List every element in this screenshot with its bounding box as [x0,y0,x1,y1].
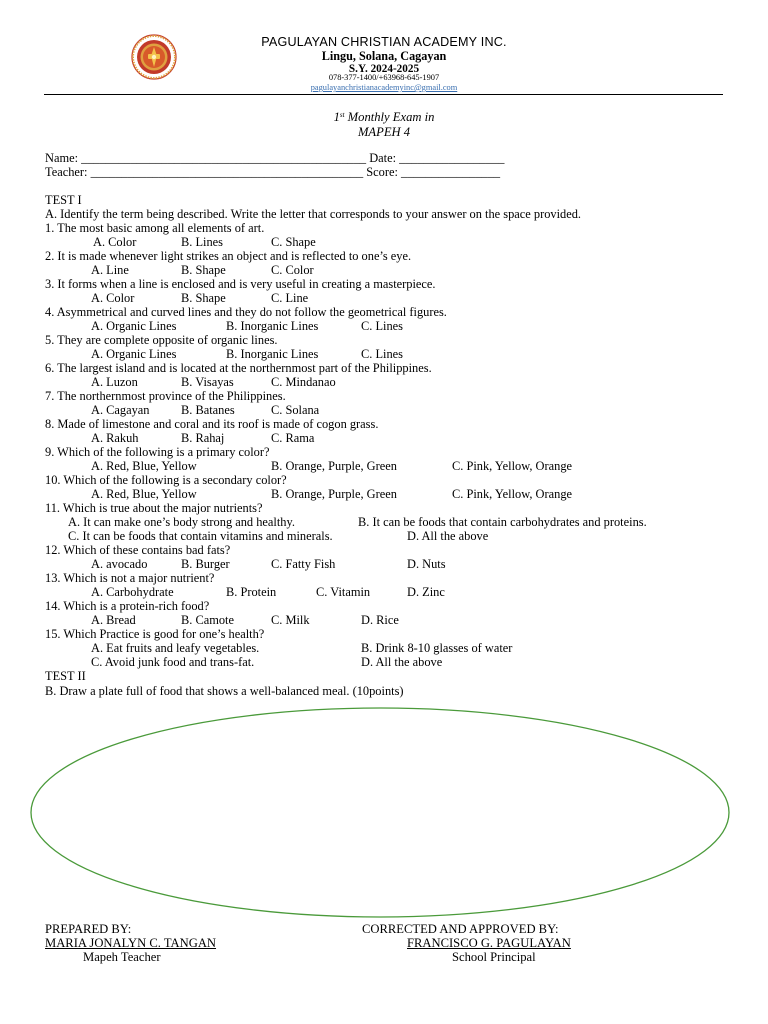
option-1c: C. Shape [271,235,316,249]
question-1: 1. The most basic among all elements of art. [45,221,265,235]
option-11b: B. It can be foods that contain carbohydrates and proteins. [358,515,647,529]
question-4: 4. Asymmetrical and curved lines and they do not follow the geometrical figures. [45,305,447,319]
test1-heading: TEST I [45,193,82,207]
option-3b: B. Shape [181,291,226,305]
option-4c: C. Lines [361,319,403,333]
option-9c: C. Pink, Yellow, Orange [452,459,573,473]
option-8a: A. Rakuh [91,431,139,445]
option-10b: B. Orange, Purple, Green [271,487,397,501]
question-2: 2. It is made whenever light strikes an object and is reflected to one’s eye. [45,249,412,263]
option-2c: C. Color [271,263,314,277]
option-12b: B. Burger [181,557,230,571]
option-6b: B. Visayas [181,375,234,389]
option-14c: C. Milk [271,613,310,627]
school-email-link[interactable]: pagulayanchristianacademyinc@gmail.com [310,83,458,92]
option-2b: B. Shape [181,263,226,277]
option-9b: B. Orange, Purple, Green [271,459,397,473]
option-13b: B. Protein [226,585,277,599]
option-14d: D. Rice [361,613,399,627]
option-12d: D. Nuts [407,557,446,571]
school-year: S.Y. 2024-2025 [348,63,420,75]
option-11a: A. It can make one’s body strong and healthy. [68,515,295,529]
option-8b: B. Rahaj [181,431,225,445]
school-name: PAGULAYAN CHRISTIAN ACADEMY INC. [261,35,507,49]
question-12: 12. Which of these contains bad fats? [45,543,231,557]
plate-drawing-area[interactable] [30,707,730,918]
option-1a: A. Color [93,235,137,249]
question-15: 15. Which Practice is good for one’s health? [45,627,265,641]
option-9a: A. Red, Blue, Yellow [91,459,197,473]
option-10a: A. Red, Blue, Yellow [91,487,197,501]
approved-by-label: CORRECTED AND APPROVED BY: [362,922,559,936]
prepared-by-label: PREPARED BY: [45,922,132,936]
option-11c: C. It can be foods that contain vitamins and minerals. [68,529,333,543]
option-1b: B. Lines [181,235,223,249]
question-6: 6. The largest island and is located at the northernmost part of the Philippines. [45,361,432,375]
school-address: Lingu, Solana, Cagayan [321,49,447,63]
option-5c: C. Lines [361,347,403,361]
exam-subject: MAPEH 4 [357,125,411,139]
header-divider [44,94,723,95]
teacher-score-line: Teacher: ____________________________________________ Score: ________________ [45,165,501,179]
option-6c: C. Mindanao [271,375,336,389]
option-12c: C. Fatty Fish [271,557,336,571]
option-13c: C. Vitamin [316,585,371,599]
option-5a: A. Organic Lines [91,347,177,361]
approved-by-name: FRANCISCO G. PAGULAYAN [407,936,571,950]
option-12a: A. avocado [91,557,148,571]
option-13a: A. Carbohydrate [91,585,174,599]
option-7b: B. Batanes [181,403,235,417]
option-2a: A. Line [91,263,129,277]
option-14b: B. Camote [181,613,234,627]
exam-ordinal-suffix: st [339,111,345,119]
question-10: 10. Which of the following is a secondary color? [45,473,287,487]
option-7c: C. Solana [271,403,320,417]
plate-outline [31,708,729,917]
exam-title-rest: Monthly Exam in [344,110,435,124]
test1-instruction: A. Identify the term being described. Write the letter that corresponds to your answer on the space provided. [45,207,582,221]
question-3: 3. It forms when a line is enclosed and is very useful in creating a masterpiece. [45,277,436,291]
option-3a: A. Color [91,291,135,305]
name-date-line: Name: ______________________________________________ Date: _________________ [45,151,505,165]
option-3c: C. Line [271,291,309,305]
option-6a: A. Luzon [91,375,138,389]
question-13: 13. Which is not a major nutrient? [45,571,215,585]
question-14: 14. Which is a protein-rich food? [45,599,210,613]
option-10c: C. Pink, Yellow, Orange [452,487,573,501]
test2-heading: TEST II [45,669,86,683]
option-13d: D. Zinc [407,585,445,599]
question-11: 11. Which is true about the major nutrients? [45,501,263,515]
option-15d: D. All the above [361,655,443,669]
question-8: 8. Made of limestone and coral and its roof is made of cogon grass. [45,417,379,431]
option-4b: B. Inorganic Lines [226,319,319,333]
option-4a: A. Organic Lines [91,319,177,333]
option-8c: C. Rama [271,431,315,445]
option-14a: A. Bread [91,613,136,627]
prepared-by-role: Mapeh Teacher [83,950,161,964]
test2-instruction: B. Draw a plate full of food that shows a well-balanced meal. (10points) [45,684,404,698]
question-9: 9. Which of the following is a primary color? [45,445,270,459]
option-15a: A. Eat fruits and leafy vegetables. [91,641,260,655]
approved-by-role: School Principal [452,950,536,964]
question-5: 5. They are complete opposite of organic lines. [45,333,278,347]
option-7a: A. Cagayan [91,403,150,417]
option-15c: C. Avoid junk food and trans-fat. [91,655,255,669]
exam-title [0,110,768,124]
option-5b: B. Inorganic Lines [226,347,319,361]
option-11d: D. All the above [407,529,489,543]
question-7: 7. The northernmost province of the Philippines. [45,389,286,403]
school-phone: 078-377-1400/+63968-645-1907 [328,73,440,82]
option-15b: B. Drink 8-10 glasses of water [361,641,513,655]
exam-ordinal: 1 [333,110,340,124]
prepared-by-name: MARIA JONALYN C. TANGAN [45,936,217,950]
